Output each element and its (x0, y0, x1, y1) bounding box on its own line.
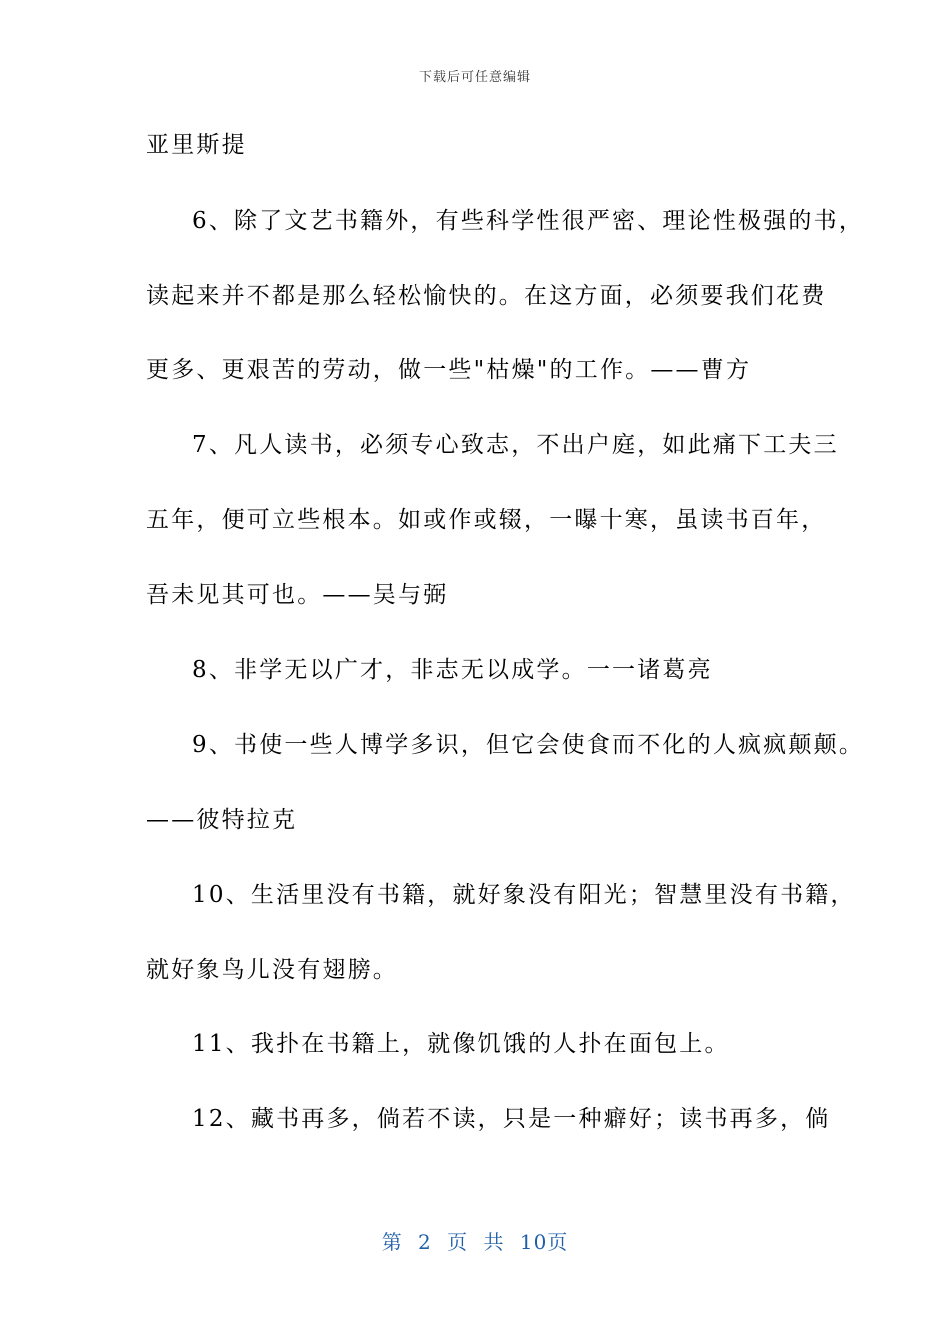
text-line: 更多、更艰苦的劳动，做一些"枯燥"的工作。——曹方 (146, 357, 752, 383)
text-line: 吾未见其可也。——吴与弼 (146, 582, 449, 608)
text-line: 亚里斯提 (146, 132, 247, 158)
text-line: 6、除了文艺书籍外，有些科学性很严密、理论性极强的书， (192, 208, 865, 234)
text-line: 7、凡人读书，必须专心致志，不出户庭，如此痛下工夫三 (192, 432, 839, 458)
text-line: 12、藏书再多，倘若不读，只是一种癖好；读书再多，倘 (192, 1106, 831, 1132)
page-header: 下载后可任意编辑 (418, 70, 531, 85)
page-number: 第 2 页 共 10页 (381, 1230, 569, 1254)
text-line: ——彼特拉克 (146, 807, 298, 833)
text-line: 9、书使一些人博学多识，但它会使食而不化的人疯疯颠颠。 (192, 732, 865, 758)
text-line: 8、非学无以广才，非志无以成学。一一诸葛亮 (192, 657, 713, 683)
text-line: 就好象鸟儿没有翅膀。 (146, 957, 398, 983)
text-line: 11、我扑在书籍上，就像饥饿的人扑在面包上。 (192, 1031, 730, 1057)
text-line: 10、生活里没有书籍，就好象没有阳光；智慧里没有书籍， (192, 882, 856, 908)
text-line: 五年，便可立些根本。如或作或辍，一曝十寒，虽读书百年， (146, 507, 827, 533)
text-line: 读起来并不都是那么轻松愉快的。在这方面，必须要我们花费 (146, 283, 827, 309)
